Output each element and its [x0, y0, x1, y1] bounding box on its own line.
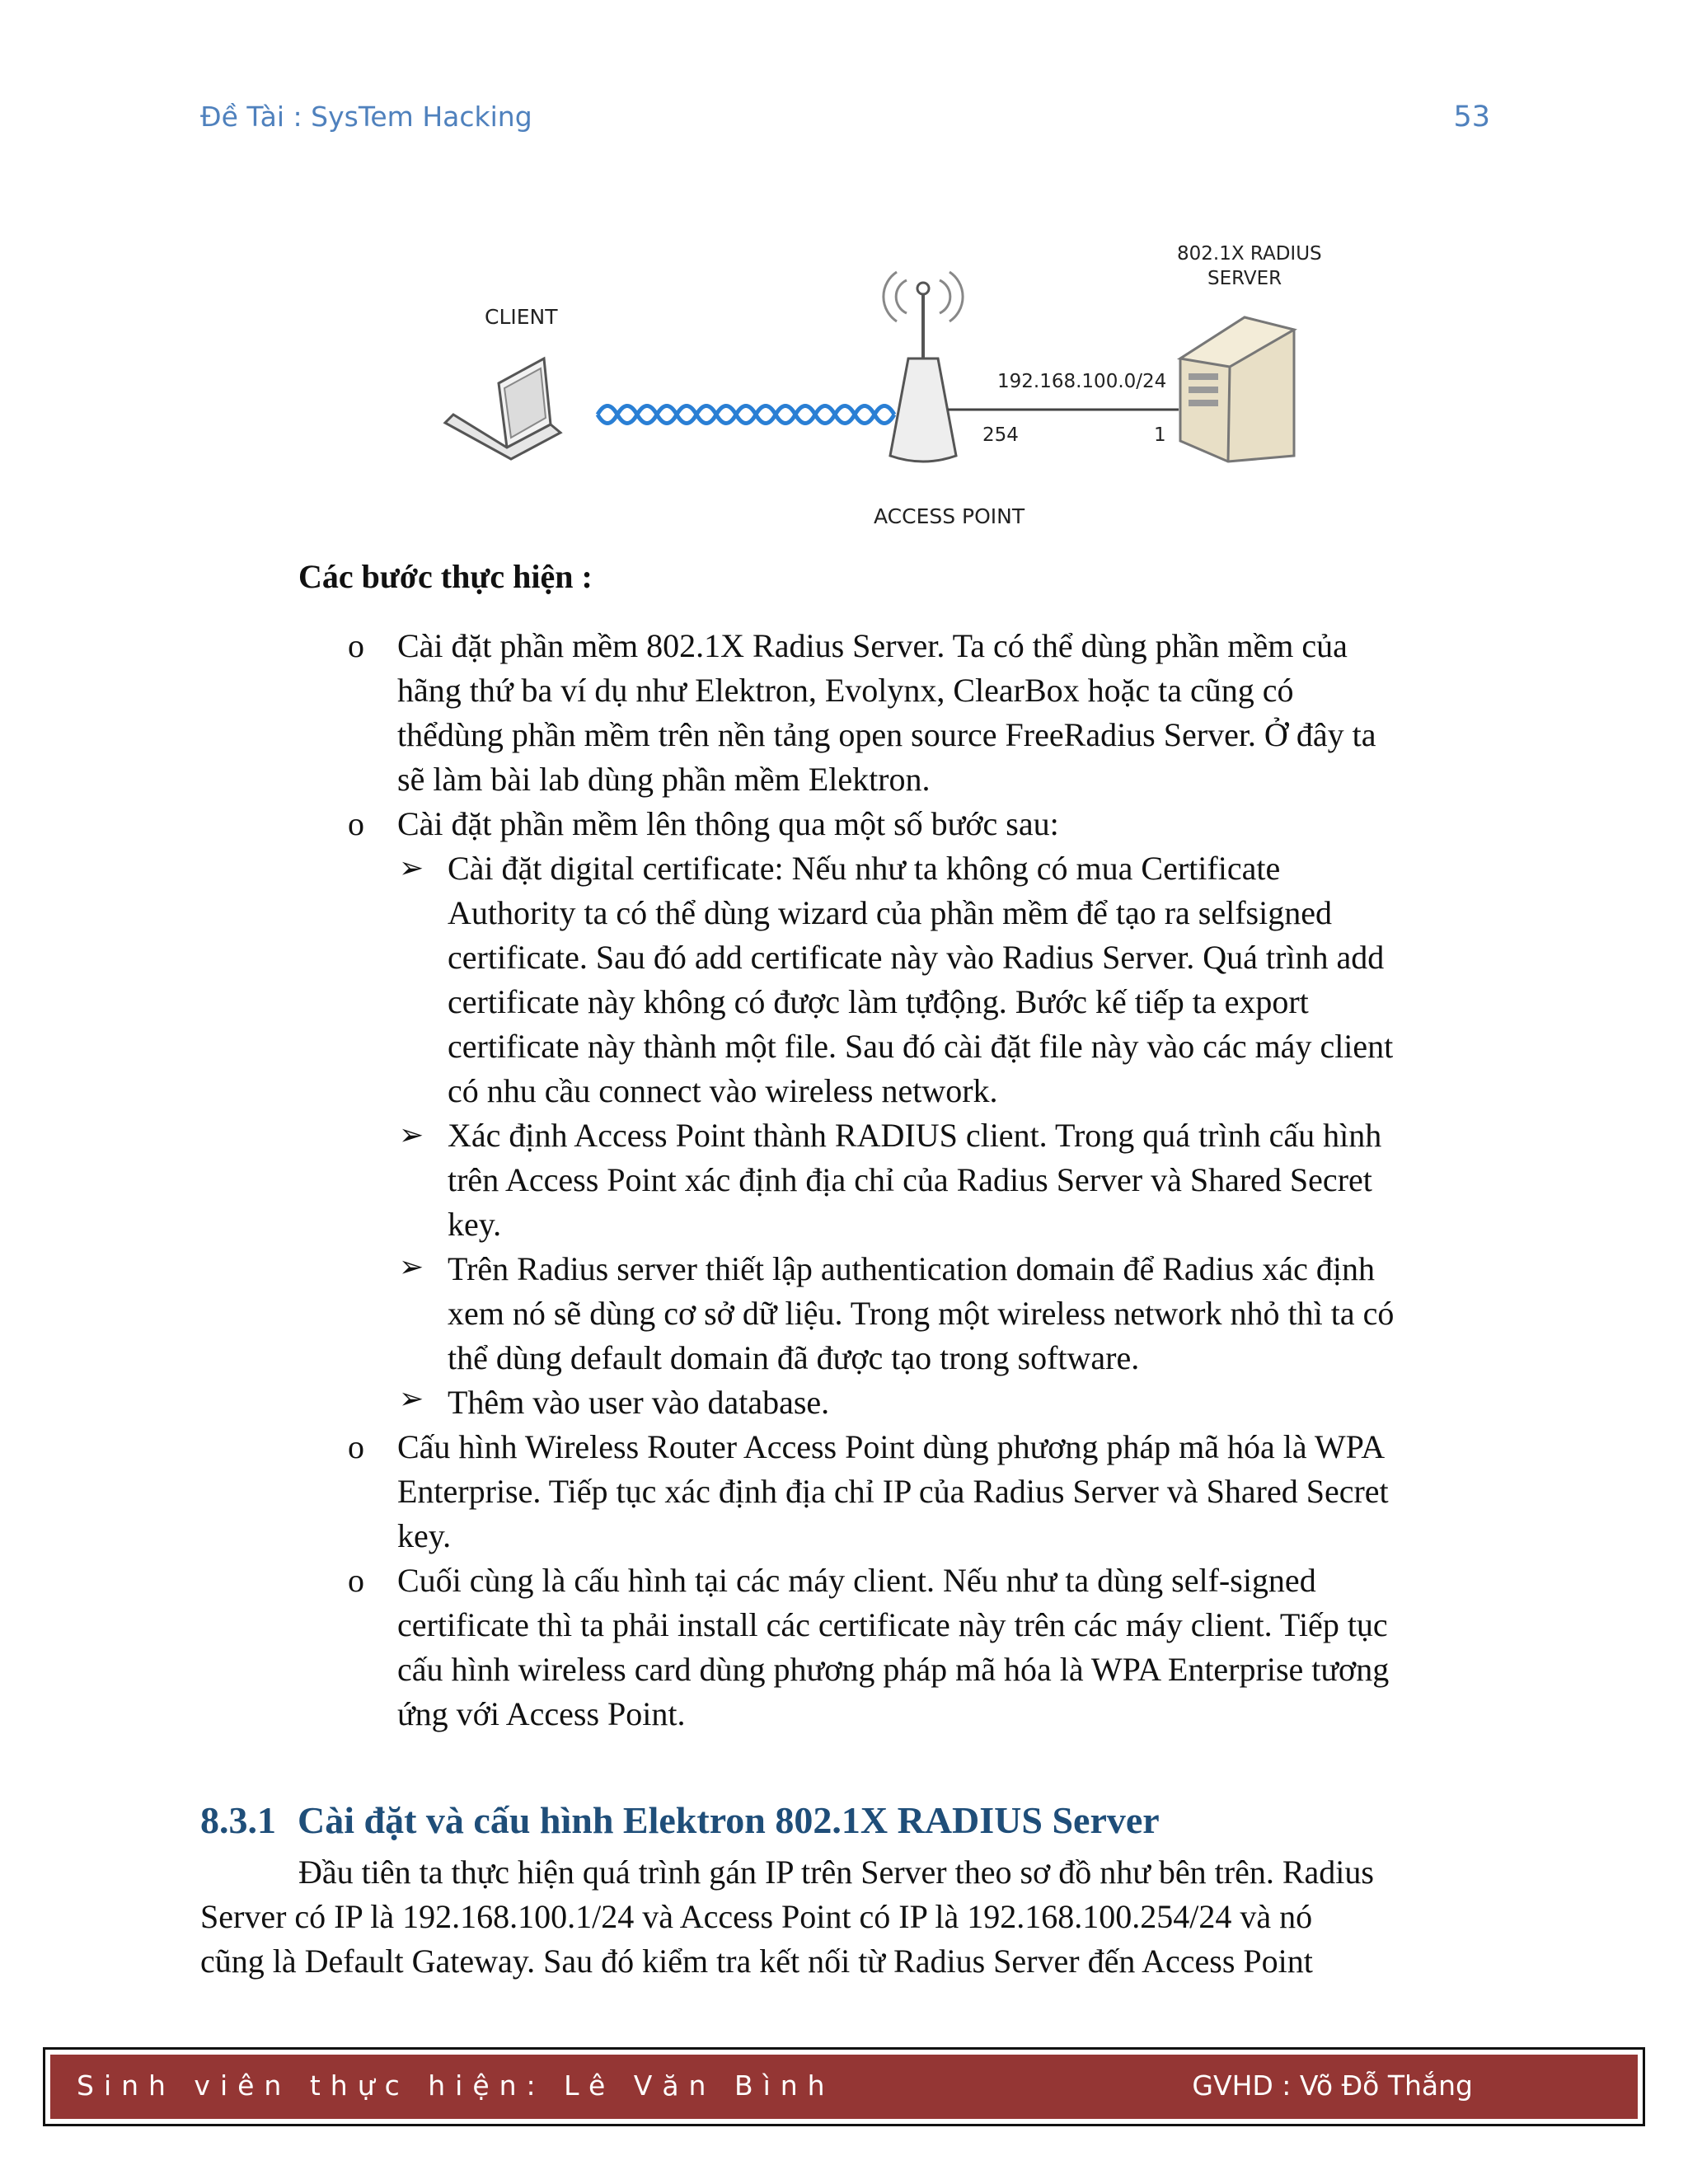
substep1-line: có nhu cầu connect vào wireless network. — [448, 1072, 998, 1109]
paragraph-line: cũng là Default Gateway. Sau đó kiểm tra kết nối từ Radius Server đến Access Point — [200, 1943, 1313, 1980]
step4-line: cấu hình wireless card dùng phương pháp mã hóa là WPA Enterprise tương — [397, 1651, 1390, 1688]
footer-bar — [50, 2055, 1638, 2119]
arrow-bullet: ➢ — [399, 1118, 424, 1151]
substep3-line: Trên Radius server thiết lập authentication domain để Radius xác định — [448, 1250, 1375, 1287]
arrow-bullet: ➢ — [399, 851, 424, 884]
substep1-line: Cài đặt digital certificate: Nếu như ta không có mua Certificate — [448, 850, 1281, 887]
substep4-line: Thêm vào user vào database. — [448, 1384, 830, 1421]
substep1-line: certificate. Sau đó add certificate này vào Radius Server. Quá trình add — [448, 939, 1385, 976]
step4-line: ứng với Access Point. — [397, 1695, 686, 1732]
step1-line: sẽ làm bài lab dùng phần mềm Elektron. — [397, 761, 931, 798]
steps-title: Các bước thực hiện : — [298, 558, 593, 595]
ap-host-number: 254 — [982, 424, 1019, 446]
substep2-line: trên Access Point xác định địa chỉ của Radius Server và Shared Secret — [448, 1161, 1372, 1198]
server-icon — [1180, 317, 1294, 462]
step3-line: Cấu hình Wireless Router Access Point dùng phương pháp mã hóa là WPA — [397, 1428, 1386, 1465]
section-number: 8.3.1 — [200, 1799, 276, 1841]
step1-line: thểdùng phần mềm trên nền tảng open source FreeRadius Server. Ở đây ta — [397, 716, 1376, 753]
footer-advisor: GVHD : Võ Đỗ Thắng — [1192, 2069, 1473, 2102]
page-number: 53 — [1453, 101, 1490, 134]
substep1-line: certificate này không có được làm tựđộng. Bước kế tiếp ta export — [448, 983, 1309, 1020]
substep3-line: xem nó sẽ dùng cơ sở dữ liệu. Trong một wireless network nhỏ thì ta có — [448, 1295, 1395, 1332]
server-label-line1: 802.1X RADIUS — [1177, 243, 1322, 265]
circle-bullet: o — [348, 1428, 364, 1465]
circle-bullet: o — [348, 627, 364, 664]
arrow-bullet: ➢ — [399, 1382, 424, 1415]
network-label: 192.168.100.0/24 — [997, 371, 1167, 392]
step3-line: Enterprise. Tiếp tục xác định địa chỉ IP của Radius Server và Shared Secret — [397, 1473, 1389, 1510]
server-host-number: 1 — [1154, 424, 1166, 446]
access-point-icon — [884, 272, 963, 462]
step3-line: key. — [397, 1517, 452, 1554]
step4-line: certificate thì ta phải install các certificate này trên các máy client. Tiếp tục — [397, 1606, 1388, 1643]
substep1-line: Authority ta có thể dùng wizard của phần mềm để tạo ra selfsigned — [448, 894, 1332, 931]
substep2-line: key. — [448, 1206, 502, 1243]
footer-student: Sinh viên thực hiện: Lê Văn Bình — [77, 2069, 835, 2102]
laptop-icon — [445, 359, 560, 459]
section-title: Cài đặt và cấu hình Elektron 802.1X RADIUS Server — [298, 1799, 1160, 1841]
step1-line: hãng thứ ba ví dụ như Elektron, Evolynx, ClearBox hoặc ta cũng có — [397, 672, 1294, 709]
page-footer — [43, 2047, 1645, 2126]
substep3-line: thể dùng default domain đã được tạo trong software. — [448, 1339, 1140, 1376]
substep2-line: Xác định Access Point thành RADIUS client. Trong quá trình cấu hình — [448, 1117, 1382, 1154]
arrow-bullet: ➢ — [399, 1250, 424, 1283]
step4-line: Cuối cùng là cấu hình tại các máy client. Nếu như ta dùng self-signed — [397, 1562, 1316, 1599]
circle-bullet: o — [348, 1562, 364, 1599]
network-diagram — [429, 235, 1352, 548]
paragraph-line: Đầu tiên ta thực hiện quá trình gán IP trên Server theo sơ đồ như bên trên. Radius — [298, 1854, 1374, 1891]
circle-bullet: o — [348, 805, 364, 842]
paragraph-line: Server có IP là 192.168.100.1/24 và Access Point có IP là 192.168.100.254/24 và nó — [200, 1898, 1313, 1935]
step1-line: Cài đặt phần mềm 802.1X Radius Server. Ta có thể dùng phần mềm của — [397, 627, 1348, 664]
step2-line: Cài đặt phần mềm lên thông qua một số bước sau: — [397, 805, 1059, 842]
wireless-signal-icon — [598, 406, 894, 424]
header-title: Đề Tài : SysTem Hacking — [200, 101, 532, 133]
client-label: CLIENT — [485, 305, 558, 329]
section-heading — [200, 1798, 1160, 1842]
substep1-line: certificate này thành một file. Sau đó cài đặt file này vào các máy client — [448, 1028, 1394, 1065]
access-point-label: ACCESS POINT — [874, 504, 1025, 528]
server-label-line2: SERVER — [1207, 268, 1282, 289]
